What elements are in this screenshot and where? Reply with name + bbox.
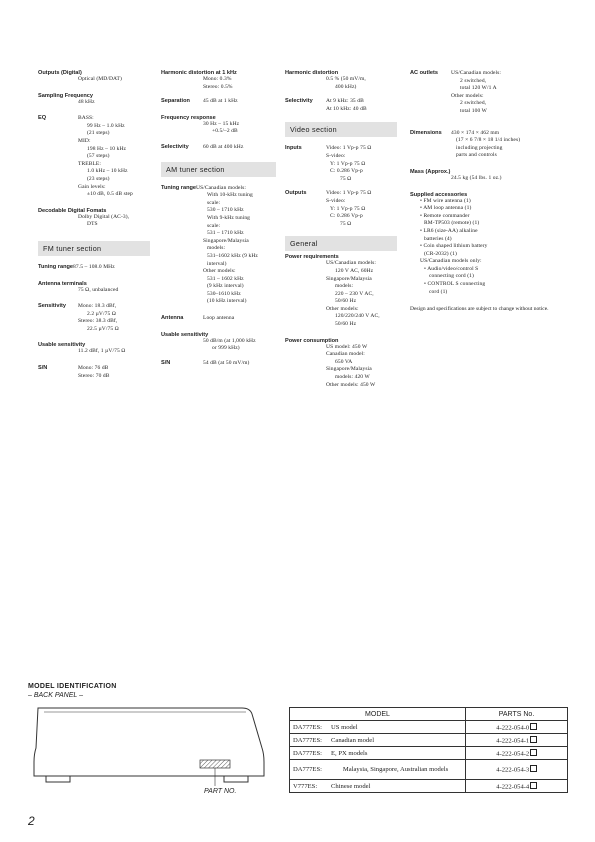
ac-outlets-first: US/Canadian models:	[451, 70, 502, 76]
video-inputs-label: Inputs	[285, 145, 302, 152]
video-inputs-values: Video: 1 Vp-p 75 Ω S-video: Y: 1 Vp-p 75 Ω C: 0.286 Vp-p 75 Ω	[326, 145, 372, 182]
fm-sn-label: S/N	[38, 365, 48, 372]
outputs-digital-value: Optical (MD/DAT)	[78, 76, 122, 82]
am-harmonic-label: Harmonic distortion	[285, 70, 339, 76]
am-usable-sensitivity-label: Usable sensitivity	[161, 331, 209, 338]
sampling-frequency-value: 48 kHz	[78, 98, 95, 105]
part-number-caption: PART NO.	[204, 788, 237, 795]
antenna-terminals-value: 75 Ω, unbalanced	[78, 286, 119, 293]
parts-column-header: PARTS No.	[466, 708, 568, 721]
dimensions-first: 430 × 174 × 462 mm	[451, 129, 500, 136]
spec-column-2	[161, 70, 276, 374]
table-header-row	[290, 708, 568, 721]
checkbox-icon	[530, 723, 537, 730]
table-row: DA777ES: Malaysia, Singapore, Australian models 4-222-054-3	[290, 760, 568, 780]
power-consumption-label: Power consumption	[285, 337, 339, 344]
model-identification-title: MODEL IDENTIFICATION	[28, 683, 117, 690]
back-panel-subtitle: – BACK PANEL –	[28, 692, 83, 699]
power-consumption-values: US model: 450 W Canadian model: 650 VA Singapore/Malaysia models: 420 W Other models: 450 W	[326, 343, 376, 388]
am-sn-label: S/N	[161, 359, 171, 366]
spec-change-notice: Design and specifications are subject to change without notice.	[410, 306, 549, 313]
frequency-response-values: 30 Hz – 15 kHz +0.5/–2 dB	[203, 120, 240, 135]
am-usable-sensitivity-values: 50 dB/m (at 1,000 kHz or 999 kHz)	[203, 337, 256, 352]
power-requirements-label: Power requirements	[285, 254, 339, 261]
part-number-label-area	[200, 760, 230, 768]
chassis-feet	[46, 776, 248, 782]
fm-selectivity-value: 60 dB at 400 kHz	[203, 143, 244, 150]
eq-label: EQ	[38, 115, 47, 122]
ac-outlets-label: AC outlets	[410, 70, 438, 76]
sampling-frequency-label: Sampling Frequency	[38, 92, 94, 99]
decodable-formats-value: Dolby Digital (AC-3), DTS	[78, 213, 130, 228]
fm-sensitivity-label: Sensitivity	[38, 303, 66, 310]
table-row: DA777ES: E, PX models 4-222-054-2	[290, 747, 568, 760]
video-outputs-values: Video: 1 Vp-p 75 Ω S-video: Y: 1 Vp-p 75 Ω C: 0.286 Vp-p 75 Ω	[326, 190, 372, 227]
fm-sensitivity-values: Mono: 18.3 dBf, 2.2 µV/75 Ω Stereo: 38.3 dBf, 22.5 µV/75 Ω	[78, 303, 119, 332]
video-outputs-label: Outputs	[285, 190, 307, 197]
supplied-accessories-label: Supplied accessories	[410, 191, 468, 198]
am-tuning-range-label: Tuning range	[161, 184, 197, 191]
harmonic-1k-label: Harmonic distortion at 1 kHz	[161, 70, 237, 76]
am-tuner-section-header: AM tuner section	[161, 162, 276, 177]
am-selectivity-label: Selectivity	[285, 98, 313, 105]
mass-value: 24.5 kg (54 lbs. 1 oz.)	[451, 174, 502, 181]
general-section-header: General	[285, 236, 397, 251]
separation-label: Separation	[161, 98, 190, 105]
am-tuning-range-values: With 10-kHz tuning scale: 530 – 1710 kHz With 9-kHz tuning scale: 531 – 1710 kHz Singapore/Malaysia models: 531–1602 kHz (9 kHz interval) Other models: 531 – 1602 kHz (9 kHz interval) 530–1610 kHz (10 kHz interval)	[203, 192, 258, 305]
harmonic-1k-values: Mono: 0.3% Stereo: 0.5%	[203, 76, 233, 90]
table-row: DA777ES: Canadian model 4-222-054-1	[290, 734, 568, 747]
fm-sn-values: Mono: 76 dB Stereo: 70 dB	[78, 365, 110, 379]
supplied-accessories-list: • FM wire antenna (1) • AM loop antenna (1) • Remote commander RM-TP503 (remote) (1) • LR6 (size-AA) alkaline batteries (4) • Coin shaped lithium battery (CR-2032) (1) US/Canadian models only: • Audio/video/control S connecting cord (1) • CONTROL S connecting cord (1)	[420, 197, 488, 295]
fm-tuning-range-value: 87.5 – 108.0 MHz	[73, 263, 115, 270]
checkbox-icon	[530, 782, 537, 789]
antenna-terminals-label: Antenna terminals	[38, 280, 87, 287]
decodable-formats-label: Decodable Digital Fomats	[38, 207, 107, 214]
table-row: DA777ES: US model 4-222-054-0	[290, 721, 568, 734]
eq-values: BASS: 99 Hz – 1.0 kHz (21 steps) MID: 198 Hz – 10 kHz (57 steps) TREBLE: 1.0 kHz – 10 kHz (23 steps) Gain levels: ±10 dB, 0.5 dB step	[78, 115, 133, 198]
spec-column-1	[38, 70, 150, 387]
dimensions-values: (17 × 6 7/8 × 18 1/4 inches) including projecting parts and controls	[456, 137, 521, 159]
am-selectivity-values: At 9 kHz: 35 dB At 10 kHz: 40 dB	[326, 98, 367, 112]
spec-column-3	[285, 70, 397, 396]
fm-usable-sensitivity-label: Usable sensitivity	[38, 342, 86, 349]
checkbox-icon	[530, 749, 537, 756]
am-antenna-value: Loop antenna	[203, 315, 235, 322]
fm-tuner-section-header: FM tuner section	[38, 241, 150, 256]
am-tuning-range-first: US/Canadian models:	[196, 184, 247, 191]
checkbox-icon	[530, 765, 537, 772]
frequency-response-label: Frequency response	[161, 114, 216, 121]
am-harmonic-values: 0.5 % (50 mV/m, 400 kHz)	[326, 76, 366, 90]
video-section-header: Video section	[285, 122, 397, 137]
am-sn-value: 54 dB (at 50 mV/m)	[203, 359, 250, 366]
checkbox-icon	[530, 736, 537, 743]
separation-value: 45 dB at 1 kHz	[203, 98, 238, 105]
power-requirements-values: US/Canadian models: 120 V AC, 60Hz Singapore/Malaysia models: 220 – 230 V AC, 50/60 Hz Other models: 120/220/240 V AC, 50/60 Hz	[326, 260, 380, 328]
model-parts-table	[289, 707, 568, 793]
mass-label: Mass (Approx.)	[410, 168, 451, 175]
am-antenna-label: Antenna	[161, 315, 184, 322]
outputs-digital-label: Outputs (Digital)	[38, 70, 82, 76]
fm-usable-sensitivity-value: 11.2 dBf, 1 µV/75 Ω	[78, 348, 126, 355]
fm-selectivity-label: Selectivity	[161, 143, 189, 150]
model-column-header: MODEL	[290, 708, 466, 721]
dimensions-label: Dimensions	[410, 129, 442, 136]
table-row: V777ES: Chinese model 4-222-054-4	[290, 780, 568, 793]
ac-outlets-values: 2 switched, total 120 W/1 A Other models: 2 switched, total 100 W	[451, 77, 497, 114]
back-panel-illustration	[30, 700, 280, 792]
page-number: 2	[28, 814, 35, 828]
spec-column-4	[410, 70, 562, 314]
fm-tuning-range-label: Tuning range	[38, 263, 74, 270]
